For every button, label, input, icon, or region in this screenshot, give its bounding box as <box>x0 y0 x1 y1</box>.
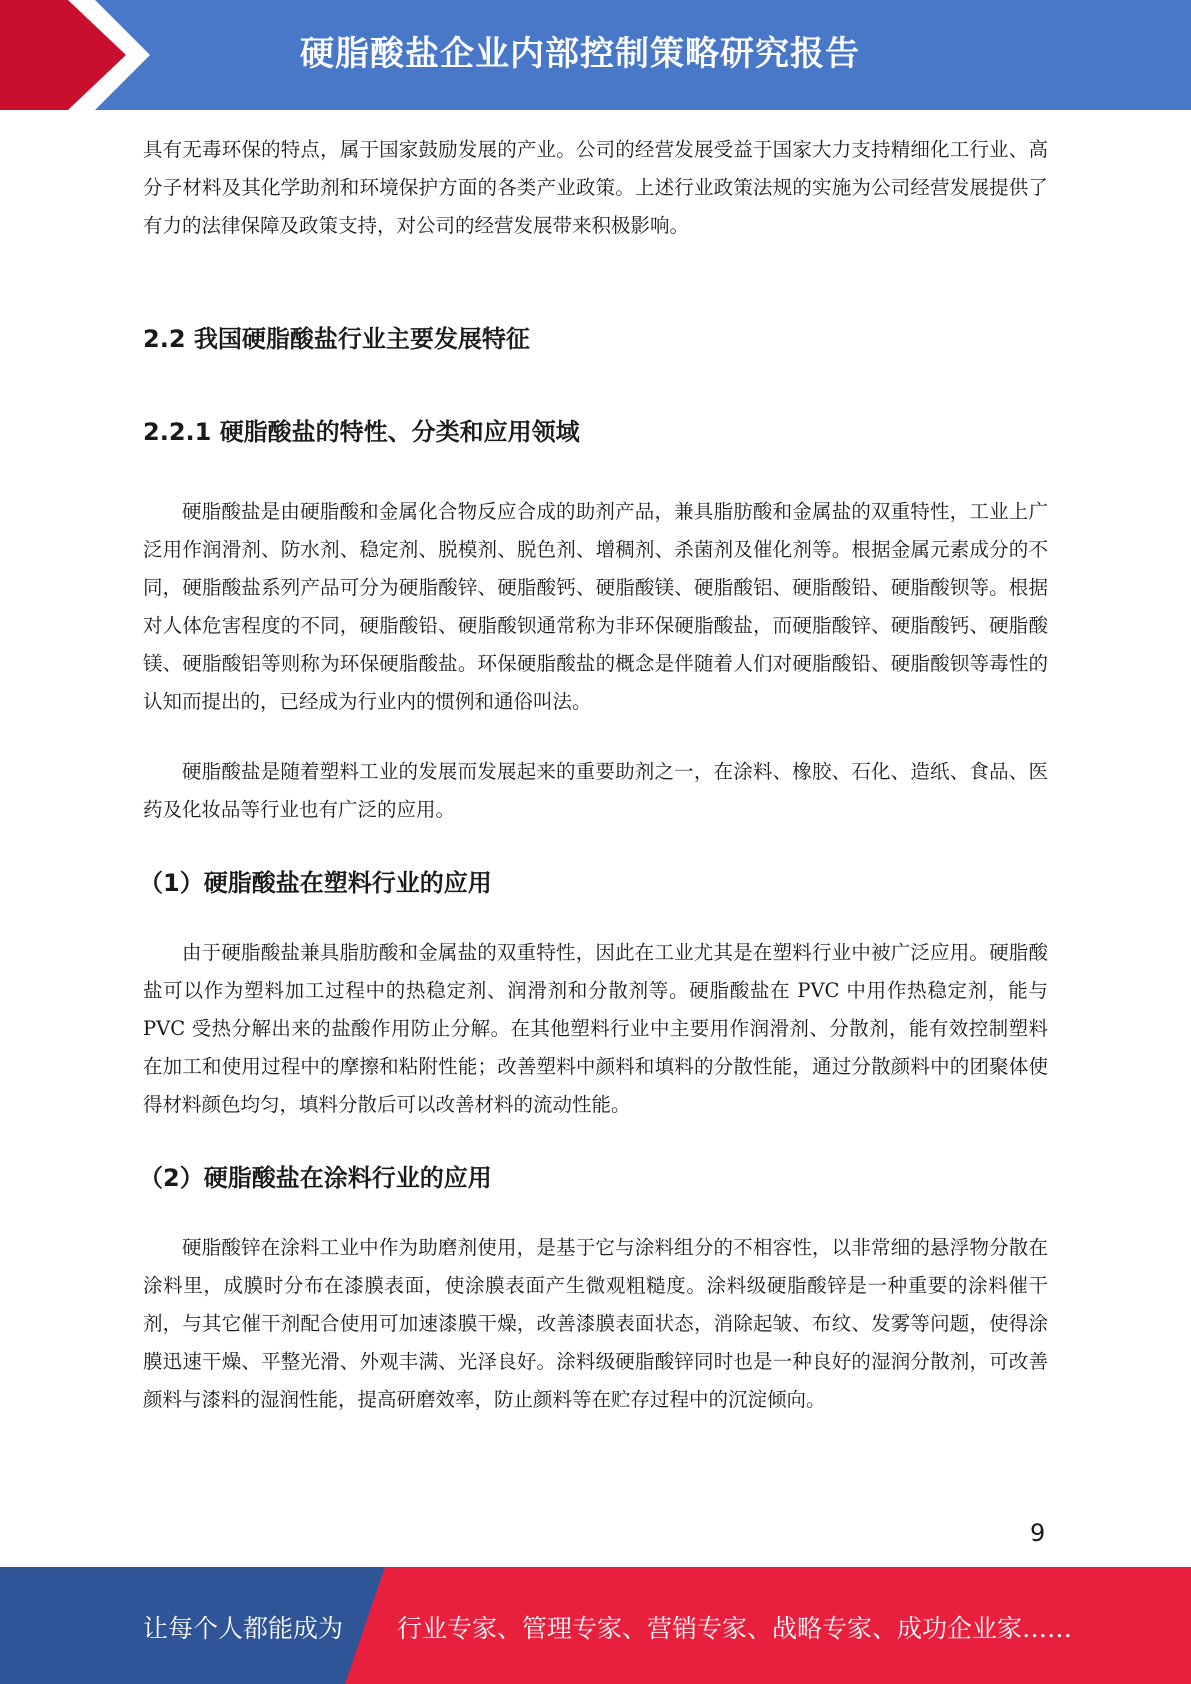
subsection-heading-coatings: （2）硬脂酸盐在涂料行业的应用 <box>139 1164 492 1192</box>
page-footer <box>0 1567 1191 1684</box>
footer-slogan-right: 行业专家、管理专家、营销专家、战略专家、成功企业家…… <box>397 1614 1073 1643</box>
section-heading-2-2-1: 2.2.1 硬脂酸盐的特性、分类和应用领域 <box>143 418 580 446</box>
page-number: 9 <box>1030 1519 1046 1547</box>
page-header <box>0 0 1191 110</box>
section-heading-2-2: 2.2 我国硬脂酸盐行业主要发展特征 <box>143 325 530 353</box>
intro-paragraph: 具有无毒环保的特点，属于国家鼓励发展的产业。公司的经营发展受益于国家大力支持精细化工行业、高分子材料及其化学助剂和环境保护方面的各类产业政策。上述行业政策法规的实施为公司经营发展提供了有力的法律保障及政策支持，对公司的经营发展带来积极影响。 <box>143 138 1048 237</box>
report-title: 硬脂酸盐企业内部控制策略研究报告 <box>300 34 860 74</box>
page-content <box>139 131 1048 1419</box>
paragraph-plastics: 由于硬脂酸盐兼具脂肪酸和金属盐的双重特性，因此在工业尤其是在塑料行业中被广泛应用。硬脂酸盐可以作为塑料加工过程中的热稳定剂、润滑剂和分散剂等。硬脂酸盐在 PVC 中用作热稳定剂，能与 PVC 受热分解出来的盐酸作用防止分解。在其他塑料行业中主要用作润滑剂、分散剂，能有效控制塑料在加工和使用过程中的摩擦和粘附性能；改善塑料中颜料和填料的分散性能，通过分散颜料中的团聚体使得材料颜色均匀，填料分散后可以改善材料的流动性能。 <box>143 941 1048 1116</box>
paragraph-applications: 硬脂酸盐是随着塑料工业的发展而发展起来的重要助剂之一，在涂料、橡胶、石化、造纸、食品、医药及化妆品等行业也有广泛的应用。 <box>143 760 1048 821</box>
paragraph-characteristics: 硬脂酸盐是由硬脂酸和金属化合物反应合成的助剂产品，兼具脂肪酸和金属盐的双重特性，工业上广泛用作润滑剂、防水剂、稳定剂、脱模剂、脱色剂、增稠剂、杀菌剂及催化剂等。根据金属元素成分的不同，硬脂酸盐系列产品可分为硬脂酸锌、硬脂酸钙、硬脂酸镁、硬脂酸铝、硬脂酸铅、硬脂酸钡等。根据对人体危害程度的不同，硬脂酸铅、硬脂酸钡通常称为非环保硬脂酸盐，而硬脂酸锌、硬脂酸钙、硬脂酸镁、硬脂酸铝等则称为环保硬脂酸盐。环保硬脂酸盐的概念是伴随着人们对硬脂酸铅、硬脂酸钡等毒性的认知而提出的，已经成为行业内的惯例和通俗叫法。 <box>143 500 1048 713</box>
subsection-heading-plastics: （1）硬脂酸盐在塑料行业的应用 <box>139 869 492 897</box>
footer-slogan-left: 让每个人都能成为 <box>143 1614 344 1643</box>
paragraph-coatings: 硬脂酸锌在涂料工业中作为助磨剂使用，是基于它与涂料组分的不相容性，以非常细的悬浮物分散在涂料里，成膜时分布在漆膜表面，使涂膜表面产生微观粗糙度。涂料级硬脂酸锌是一种重要的涂料催干剂，与其它催干剂配合使用可加速漆膜干燥，改善漆膜表面状态，消除起皱、布纹、发雾等问题，使得涂膜迅速干燥、平整光滑、外观丰满、光泽良好。涂料级硬脂酸锌同时也是一种良好的湿润分散剂，可改善颜料与漆料的湿润性能，提高研磨效率，防止颜料等在贮存过程中的沉淀倾向。 <box>143 1236 1048 1411</box>
